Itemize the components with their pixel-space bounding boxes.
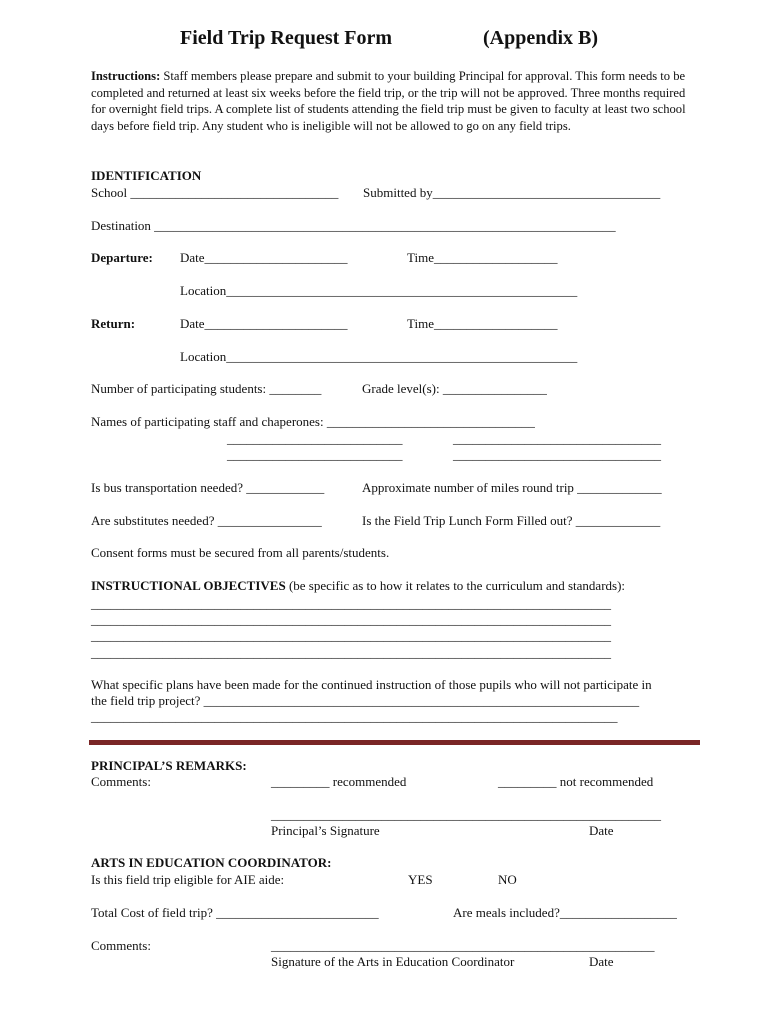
- staff-line[interactable]: ________________________________: [453, 447, 661, 462]
- plans-answer-line[interactable]: _________________________________________________________________________________: [91, 709, 618, 724]
- objectives-line[interactable]: ________________________________________________________________________________: [91, 645, 611, 660]
- aie-signature-label: Signature of the Arts in Education Coordinator: [271, 954, 515, 969]
- aie-signature-line[interactable]: ___________________________________________________________: [271, 938, 655, 953]
- appendix-label: (Appendix B): [483, 27, 599, 49]
- school-field[interactable]: School ________________________________: [91, 185, 339, 200]
- bus-field[interactable]: Is bus transportation needed? ____________: [91, 480, 325, 495]
- grade-levels-field[interactable]: Grade level(s): ________________: [362, 381, 547, 396]
- not-recommended-field[interactable]: _________ not recommended: [498, 774, 654, 789]
- aie-no-option[interactable]: NO: [498, 872, 517, 887]
- plans-answer-field[interactable]: the field trip project? ___________________________________________________________________: [91, 693, 640, 708]
- substitutes-field[interactable]: Are substitutes needed? ________________: [91, 513, 322, 528]
- instructions-text: Staff members please prepare and submit to your building Principal for approval. This form needs to be completed and returned at least six weeks before the field trip, or the trip will not be approved. Three months required for overnight field trips. A complete list of students attending the field trip must be given to faculty at least two school days before field trip. Any student who is ineligible will not be allowed to go on any field trips.: [91, 69, 686, 133]
- num-students-field[interactable]: Number of participating students: ________: [91, 381, 322, 396]
- miles-field[interactable]: Approximate number of miles round trip _____________: [362, 480, 662, 495]
- departure-time-field[interactable]: Time___________________: [407, 250, 558, 265]
- form-title: Field Trip Request Form: [180, 27, 393, 49]
- objectives-heading: [91, 578, 625, 594]
- staff-line[interactable]: ___________________________: [227, 447, 403, 462]
- lunch-form-field[interactable]: Is the Field Trip Lunch Form Filled out? _____________: [362, 513, 661, 528]
- objectives-line[interactable]: ________________________________________________________________________________: [91, 628, 611, 643]
- objectives-note: (be specific as to how it relates to the curriculum and standards):: [285, 578, 626, 593]
- principal-signature-label: Principal’s Signature: [271, 823, 380, 838]
- staff-line[interactable]: ________________________________: [453, 431, 661, 446]
- return-label: Return:: [91, 316, 136, 331]
- aie-date-label: Date: [589, 954, 614, 969]
- staff-field[interactable]: Names of participating staff and chaperones: ________________________________: [91, 414, 535, 429]
- principal-heading: PRINCIPAL’S REMARKS:: [91, 758, 247, 773]
- departure-date-field[interactable]: Date______________________: [180, 250, 348, 265]
- return-location-field[interactable]: Location______________________________________________________: [180, 349, 578, 364]
- objectives-line[interactable]: ________________________________________________________________________________: [91, 612, 611, 627]
- principal-comments-label: Comments:: [91, 774, 151, 789]
- return-time-field[interactable]: Time___________________: [407, 316, 558, 331]
- instructions-label: Instructions:: [91, 69, 161, 83]
- departure-label: Departure:: [91, 250, 153, 265]
- aie-yes-option[interactable]: YES: [408, 872, 433, 887]
- section-divider: [89, 740, 700, 745]
- meals-included-field[interactable]: Are meals included?__________________: [453, 905, 677, 920]
- objectives-heading-label: INSTRUCTIONAL OBJECTIVES: [91, 578, 286, 593]
- staff-line[interactable]: ___________________________: [227, 431, 403, 446]
- departure-location-field[interactable]: Location______________________________________________________: [180, 283, 578, 298]
- principal-date-label: Date: [589, 823, 614, 838]
- consent-note: Consent forms must be secured from all parents/students.: [91, 545, 390, 560]
- identification-heading: IDENTIFICATION: [91, 168, 202, 183]
- aie-eligible-question: Is this field trip eligible for AIE aide:: [91, 872, 285, 887]
- principal-signature-line[interactable]: ____________________________________________________________: [271, 807, 661, 822]
- return-date-field[interactable]: Date______________________: [180, 316, 348, 331]
- aie-heading: ARTS IN EDUCATION COORDINATOR:: [91, 855, 332, 870]
- instructions: [91, 68, 703, 134]
- submitted-by-field[interactable]: Submitted by___________________________________: [363, 185, 661, 200]
- aie-comments-label: Comments:: [91, 938, 151, 953]
- total-cost-field[interactable]: Total Cost of field trip? _________________________: [91, 905, 379, 920]
- objectives-line[interactable]: ________________________________________________________________________________: [91, 596, 611, 611]
- recommended-field[interactable]: _________ recommended: [271, 774, 407, 789]
- plans-question: What specific plans have been made for the continued instruction of those pupils who will not participate in: [91, 677, 652, 692]
- destination-field[interactable]: Destination _______________________________________________________________________: [91, 218, 616, 233]
